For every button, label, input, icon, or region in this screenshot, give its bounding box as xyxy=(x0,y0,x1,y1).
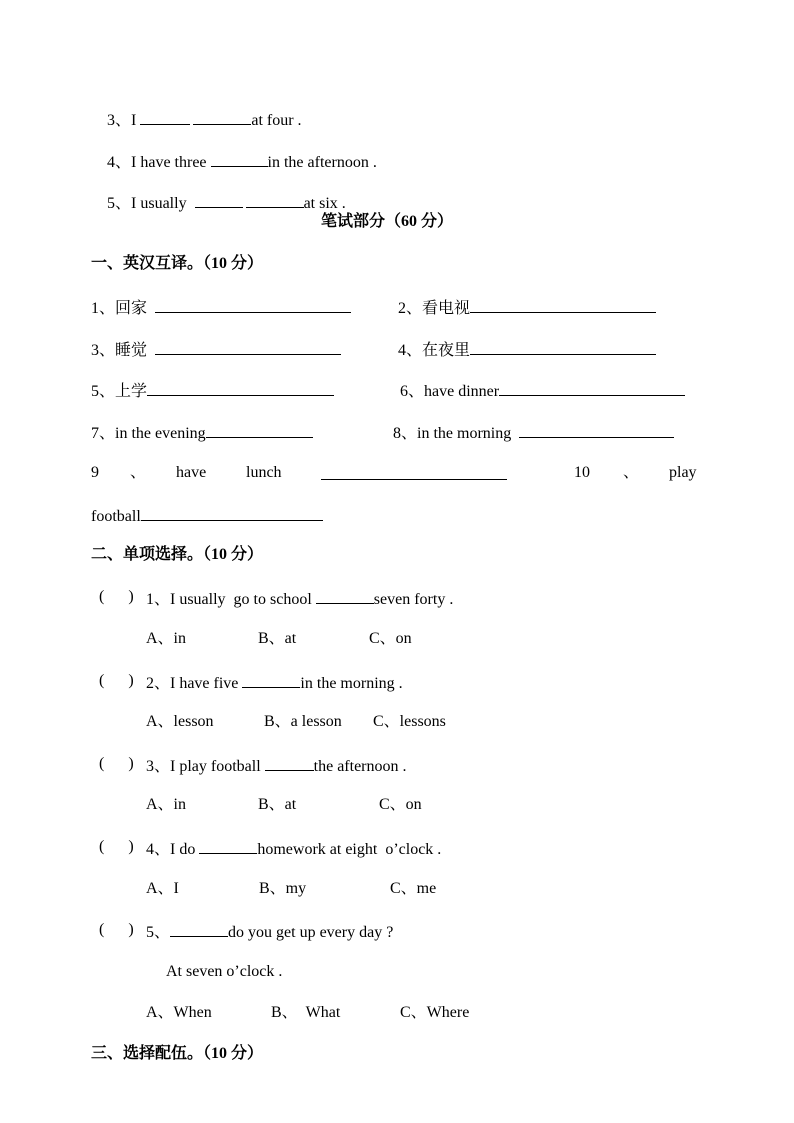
translate-item-6: 6、have dinner xyxy=(400,379,685,402)
translate-item-9-sep: 、 xyxy=(130,464,147,481)
answer-parentheses: ( ) xyxy=(99,921,134,938)
translate-item-9-num: 9 xyxy=(91,464,99,481)
translate-item-1: 1、回家 xyxy=(91,296,351,319)
answer-blank xyxy=(206,421,313,438)
answer-blank xyxy=(193,108,251,125)
question-5-option-b: B、 What xyxy=(271,1004,341,1021)
question-2-option-a: A、lesson xyxy=(146,713,214,730)
answer-blank xyxy=(246,191,304,208)
answer-blank xyxy=(321,463,507,480)
answer-blank xyxy=(147,379,334,396)
answer-blank xyxy=(316,587,374,604)
question-1-option-a: A、in xyxy=(146,630,187,647)
answer-blank xyxy=(470,338,656,355)
answer-blank xyxy=(199,837,257,854)
question-1-option-b: B、at xyxy=(258,630,297,647)
question-5-answer-line: At seven o’clock . xyxy=(166,963,283,980)
answer-blank xyxy=(519,421,674,438)
translate-item-3: 3、睡觉 xyxy=(91,338,341,361)
listening-item-4: 4、I have three in the afternoon . xyxy=(91,130,377,193)
question-3-option-c: C、on xyxy=(379,796,422,813)
answer-parentheses: ( ) xyxy=(99,588,134,605)
question-2-option-c: C、lessons xyxy=(373,713,446,730)
question-5-option-a: A、When xyxy=(146,1004,212,1021)
section2-heading: 二、单项选择。（10 分） xyxy=(91,546,264,563)
answer-blank xyxy=(499,379,685,396)
listening-item-3: 3、I at four . xyxy=(91,88,302,151)
question-4-option-a: A、I xyxy=(146,880,179,897)
question-4-option-b: B、my xyxy=(259,880,307,897)
translate-item-7: 7、in the evening xyxy=(91,421,313,444)
translate-item-5: 5、上学 xyxy=(91,379,334,402)
translate-item-10-word: play xyxy=(669,464,697,481)
question-5-option-c: C、Where xyxy=(400,1004,470,1021)
question-4-stem: 4、I do homework at eight o’clock . xyxy=(146,837,441,860)
listening-item-5: 5、I usually at six . xyxy=(91,171,346,234)
question-3-option-b: B、at xyxy=(258,796,297,813)
question-5-stem: 5、 do you get up every day ? xyxy=(146,920,393,943)
question-2-option-b: B、a lesson xyxy=(264,713,342,730)
answer-blank xyxy=(170,920,228,937)
question-1-option-c: C、on xyxy=(369,630,412,647)
answer-parentheses: ( ) xyxy=(99,755,134,772)
translate-item-4: 4、在夜里 xyxy=(398,338,656,361)
translate-item-10-sep: 、 xyxy=(623,464,640,481)
answer-blank xyxy=(155,338,341,355)
answer-blank xyxy=(155,296,351,313)
question-4-option-c: C、me xyxy=(390,880,437,897)
answer-blank xyxy=(140,108,190,125)
translate-item-10-num: 10 xyxy=(574,464,590,481)
question-2-stem: 2、I have five in the morning . xyxy=(146,671,403,694)
translate-item-8: 8、in the morning xyxy=(393,421,674,444)
answer-blank xyxy=(470,296,656,313)
section3-heading: 三、选择配伍。（10 分） xyxy=(91,1045,264,1062)
answer-parentheses: ( ) xyxy=(99,672,134,689)
answer-blank xyxy=(242,671,300,688)
answer-blank xyxy=(265,754,314,771)
translate-item-9-word1: have xyxy=(176,464,207,481)
translate-item-9-blank xyxy=(321,463,507,486)
answer-parentheses: ( ) xyxy=(99,838,134,855)
translate-item-10-tail: football xyxy=(91,504,323,527)
question-3-option-a: A、in xyxy=(146,796,187,813)
answer-blank xyxy=(141,504,323,521)
translate-item-2: 2、看电视 xyxy=(398,296,656,319)
section1-heading: 一、英汉互译。（10 分） xyxy=(91,255,264,272)
answer-blank xyxy=(211,150,268,167)
question-3-stem: 3、I play football the afternoon . xyxy=(146,754,407,777)
translate-item-9-word2: lunch xyxy=(246,464,282,481)
answer-blank xyxy=(195,191,243,208)
written-section-title: 笔试部分（60 分） xyxy=(321,213,454,230)
question-1-stem: 1、I usually go to school seven forty . xyxy=(146,587,453,610)
